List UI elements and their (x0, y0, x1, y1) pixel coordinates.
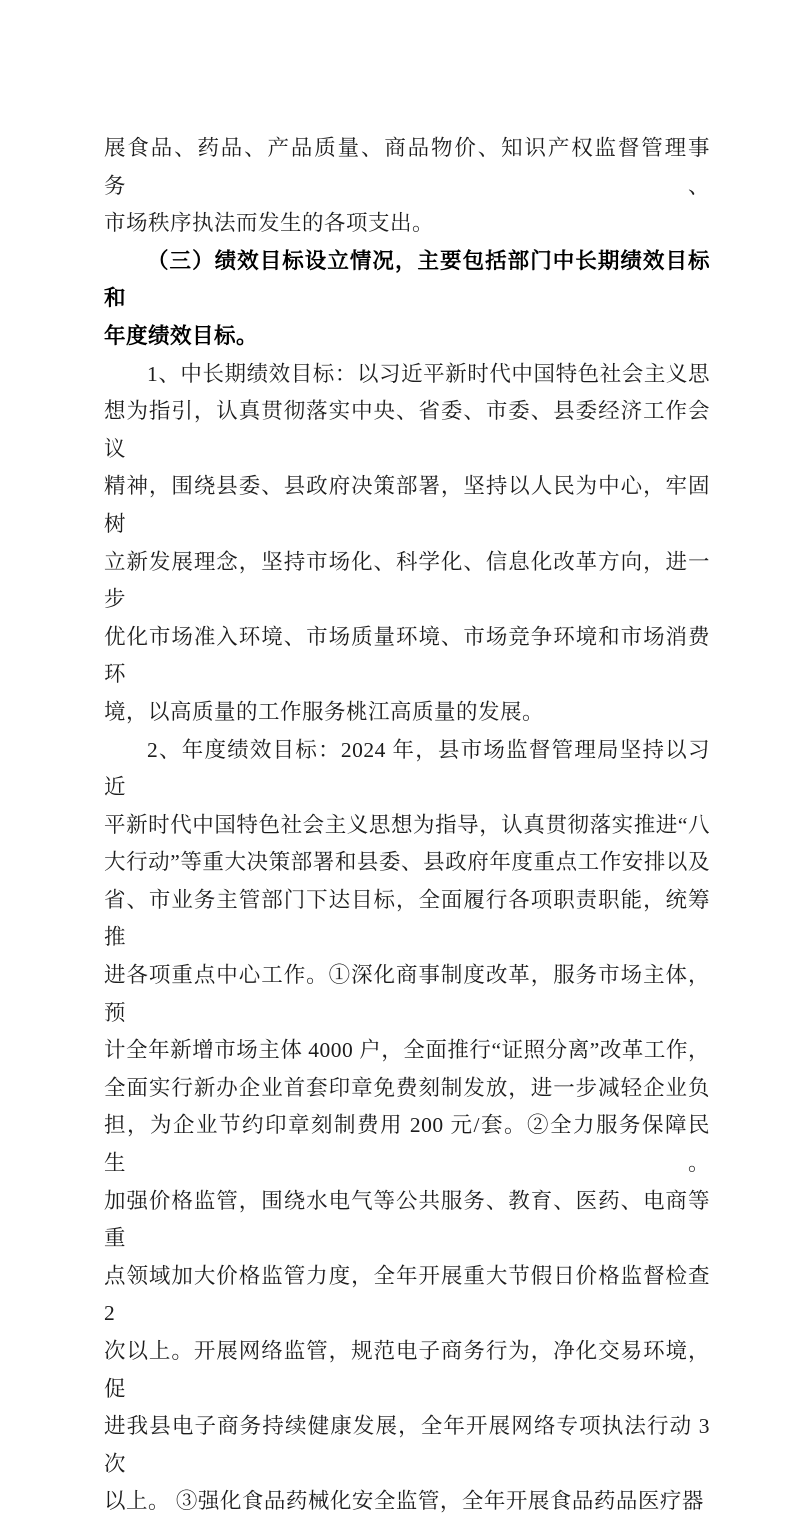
text-line: 想为指引，认真贯彻落实中央、省委、市委、县委经济工作会议 (104, 399, 710, 461)
paragraph-medium-long-term-goals (104, 356, 710, 732)
text-line: 次以上。开展网络监管，规范电子商务行为，净化交易环境，促 (104, 1339, 710, 1401)
paragraph-annual-goals (104, 732, 716, 1521)
text-line: 以上。 ③强化食品药械化安全监管，全年开展食品药品医疗器 (104, 1489, 704, 1514)
text-line: 市场秩序执法而发生的各项支出。 (104, 211, 435, 236)
text-line: 进各项重点中心工作。①深化商事制度改革，服务市场主体，预 (104, 963, 710, 1025)
paragraph-expenditure-continuation (104, 130, 710, 243)
text-line: 大行动”等重大决策部署和县委、县政府年度重点工作安排以及 (104, 850, 710, 875)
document-body (104, 130, 716, 1521)
text-line: 加强价格监管，围绕水电气等公共服务、教育、医药、电商等重 (104, 1188, 710, 1251)
text-line: 2、年度绩效目标：2024 年，县市场监督管理局坚持以习近 (104, 737, 710, 800)
text-line: 1、中长期绩效目标：以习近平新时代中国特色社会主义思 (147, 361, 710, 386)
text-line: 展食品、药品、产品质量、商品物价、知识产权监督管理事务、 (104, 136, 710, 198)
text-line: 立新发展理念，坚持市场化、科学化、信息化改革方向，进一步 (104, 549, 710, 612)
text-line: 点领域加大价格监管力度，全年开展重大节假日价格监督检查 2 (104, 1263, 716, 1326)
section-3-heading (104, 243, 710, 356)
heading-line: （三）绩效目标设立情况，主要包括部门中长期绩效目标和 (104, 248, 710, 311)
text-line: 全面实行新办企业首套印章免费刻制发放，进一步减轻企业负 (104, 1075, 710, 1100)
text-line: 优化市场准入环境、市场质量环境、市场竞争环境和市场消费环 (104, 624, 710, 687)
text-line: 省、市业务主管部门下达目标，全面履行各项职责职能，统筹推 (104, 887, 710, 950)
text-line: 精神，围绕县委、县政府决策部署，坚持以人民为中心，牢固树 (104, 474, 710, 536)
text-line: 进我县电子商务持续健康发展，全年开展网络专项执法行动 3 次 (104, 1414, 716, 1476)
text-line: 担，为企业节约印章刻制费用 200 元/套。②全力服务保障民生。 (104, 1113, 710, 1176)
heading-line: 年度绩效目标。 (104, 323, 259, 348)
text-line: 境，以高质量的工作服务桃江高质量的发展。 (104, 699, 545, 724)
text-line: 平新时代中国特色社会主义思想为指导，认真贯彻落实推进“八 (104, 812, 710, 837)
text-line: 计全年新增市场主体 4000 户，全面推行“证照分离”改革工作， (104, 1038, 710, 1063)
